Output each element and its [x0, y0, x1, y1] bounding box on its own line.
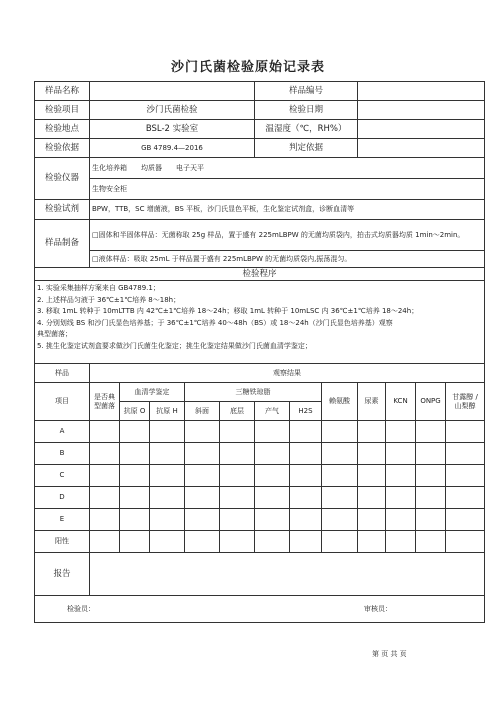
row-instrument-2	[35, 179, 485, 200]
obs-row	[35, 487, 485, 509]
date-value[interactable]	[358, 101, 485, 120]
item-value: 沙门氏菌检验	[90, 101, 255, 120]
obs-kcn: KCN	[386, 383, 416, 421]
obs-mannitol: 甘露醇	[452, 392, 474, 401]
obs-sample-label: 样品	[35, 364, 90, 383]
obs-urea: 尿素	[358, 383, 386, 421]
procedure-step: 4. 分别划线 BS 和沙门氏显色培养基；于 36℃±1℃培养 40～48h（BS）或 18～24h（沙门氏显色培养基）观察	[37, 318, 393, 327]
page-number: 第 页 共 页	[372, 650, 407, 658]
sample-name-value[interactable]	[90, 82, 255, 101]
obs-slant: 斜面	[185, 402, 220, 421]
procedure-step: 1. 实验采集抽样方案来自 GB4789.1；	[37, 284, 160, 292]
obs-sorbitol: 山梨醇	[454, 401, 476, 410]
procedure-steps	[35, 281, 485, 364]
obs-onpg: ONPG	[416, 383, 446, 421]
obs-row-label: C	[35, 465, 90, 487]
signature-row	[35, 596, 485, 623]
obs-row-label: A	[35, 421, 90, 443]
obs-mannitol-sorbitol: 甘露醇 / 山梨醇	[446, 383, 485, 421]
date-label: 检验日期	[255, 101, 358, 120]
inspector-label: 检验员：	[67, 604, 95, 613]
procedure-step: 3. 移取 1mL 转种于 10mLTTB 内 42℃±1℃培养 18～24h；移取 1mL 转种于 10mLSC 内 36℃±1℃培养 18～24h；	[37, 307, 419, 315]
row-basis	[35, 139, 485, 158]
procedure-title: 检验程序	[35, 268, 485, 281]
obs-o-antiserum: 抗原 O	[120, 402, 150, 421]
reviewer-label: 审核员：	[364, 604, 393, 613]
obs-gas: 产气	[255, 402, 290, 421]
instrument-balance: 电子天平	[176, 163, 204, 172]
obs-row	[35, 531, 485, 553]
env-label: 温湿度（℃，RH%）	[255, 120, 358, 139]
obs-h2s: H2S	[290, 402, 322, 421]
row-obs-subheader-1	[35, 383, 485, 402]
prep-liquid-checkbox[interactable]: □液体样品：吸取 25mL 于样品置于盛有 225mLBPW 的无菌均质袋内,振荡混匀。	[90, 251, 485, 268]
instrument-incubator: 生化培养箱	[92, 163, 127, 172]
procedure-step: 2. 上述样品匀液于 36℃±1℃培养 8～18h；	[37, 295, 181, 304]
row-sample-name	[35, 82, 485, 101]
sample-no-value[interactable]	[358, 82, 485, 101]
obs-h-antiserum: 抗原 H	[150, 402, 185, 421]
prep-solid-checkbox[interactable]: □固体和半固体样品：无菌称取 25g 样品，置于盛有 225mLBPW 的无菌均质袋内，拍击式均质器均质 1min～2min。	[90, 220, 485, 251]
place-label: 检验地点	[35, 120, 90, 139]
item-label: 检验项目	[35, 101, 90, 120]
obs-row-label: D	[35, 487, 90, 509]
row-procedure	[35, 281, 485, 364]
row-report	[35, 553, 485, 596]
obs-lysine: 赖氨酸	[322, 383, 358, 421]
obs-row	[35, 443, 485, 465]
instrument-homogenizer: 均质器	[141, 163, 162, 172]
row-prep-solid	[35, 220, 485, 251]
row-prep-liquid	[35, 251, 485, 268]
judge-label: 判定依据	[255, 139, 358, 158]
reagent-label: 检验试剂	[35, 200, 90, 220]
env-value[interactable]	[358, 120, 485, 139]
judge-value[interactable]	[358, 139, 485, 158]
obs-tsi: 三糖铁琼脂	[185, 383, 322, 402]
report-value[interactable]	[90, 553, 485, 596]
obs-row-label: 阳性	[35, 531, 90, 553]
prep-label: 样品制备	[35, 220, 90, 268]
row-instrument-1	[35, 158, 485, 179]
row-obs-header	[35, 364, 485, 383]
obs-row	[35, 421, 485, 443]
basis-value: GB 4789.4—2016	[90, 139, 255, 158]
row-reagent	[35, 200, 485, 220]
sample-name-label: 样品名称	[35, 82, 90, 101]
record-table	[34, 81, 485, 623]
basis-label: 检验依据	[35, 139, 90, 158]
sample-no-label: 样品编号	[255, 82, 358, 101]
place-value: BSL-2 实验室	[90, 120, 255, 139]
obs-serology: 血清学鉴定	[120, 383, 185, 402]
document-title: 沙门氏菌检验原始记录表	[170, 60, 325, 75]
obs-row	[35, 465, 485, 487]
reagent-value: BPW，TTB，SC 增菌液，BS 平板，沙门氏显色平板，生化鉴定试剂盒，诊断血清等	[90, 200, 485, 220]
procedure-step: 5. 挑生化鉴定试剂盒要求做沙门氏菌生化鉴定；挑生化鉴定结果做沙门氏菌血清学鉴定；	[37, 341, 312, 350]
row-procedure-title	[35, 268, 485, 281]
obs-item-label: 项目	[35, 383, 90, 421]
obs-butt: 底层	[220, 402, 255, 421]
instrument-label: 检验仪器	[35, 158, 90, 200]
obs-row-label: E	[35, 509, 90, 531]
procedure-step: 典型菌落；	[37, 330, 72, 338]
obs-typical-colony: 是否典型菌落	[90, 383, 120, 421]
row-place	[35, 120, 485, 139]
obs-row-label: B	[35, 443, 90, 465]
obs-result-label: 观察结果	[90, 364, 485, 383]
report-label: 报告	[35, 553, 90, 596]
row-item	[35, 101, 485, 120]
obs-row	[35, 509, 485, 531]
row-signature	[35, 596, 485, 623]
instrument-biosafety-cabinet: 生物安全柜	[90, 179, 485, 200]
